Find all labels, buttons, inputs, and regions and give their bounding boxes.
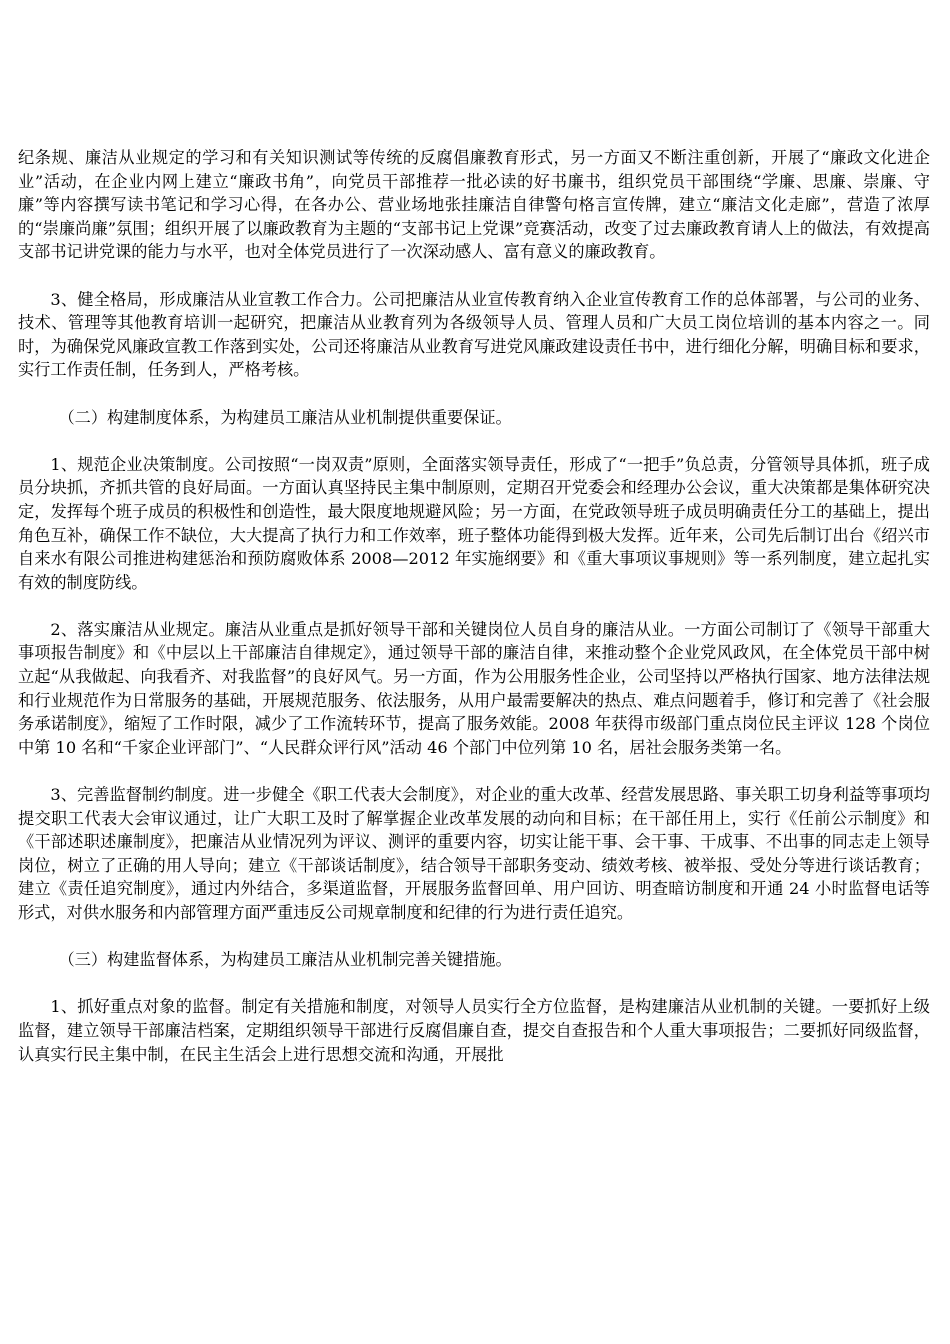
paragraph-section-3-pattern: 3、健全格局，形成廉洁从业宣教工作合力。公司把廉洁从业宣传教育纳入企业宣传教育工作的总体部署，与公司的业务、技术、管理等其他教育培训一起研究，把廉洁从业教育列为各级领导人员、管理人员和广大员工岗位培训的基本内容之一。同时，为确保党风廉政宣教工作落到实处，公司还将廉洁从业教育写进党风廉政建设责任书中，进行细化分解，明确目标和要求，实行工作责任制，任务到人，严格考核。 <box>18 289 930 380</box>
heading-section-two: （二）构建制度体系，为构建员工廉洁从业机制提供重要保证。 <box>58 407 512 427</box>
paragraph-anti-corruption-education: 纪条规、廉洁从业规定的学习和有关知识测试等传统的反腐倡廉教育形式，另一方面又不断注重创新，开展了“廉政文化进企业”活动，在企业内网上建立“廉政书角”，向党员干部推荐一批必读的好书廉书，组织党员干部围绕“学廉、思廉、崇廉、守廉”等内容撰写读书笔记和学习心得，在各办公、营业场地张挂廉洁自律警句格言宣传牌，建立“廉洁文化走廊”，营造了浓厚的“崇廉尚廉”氛围；组织开展了以廉政教育为主题的“支部书记上党课”竞赛活动，改变了过去廉政教育请人上的做法，有效提高支部书记讲党课的能力与水平，也对全体党员进行了一次深动感人、富有意义的廉政教育。 <box>18 148 930 262</box>
heading-section-three: （三）构建监督体系，为构建员工廉洁从业机制完善关键措施。 <box>58 950 512 970</box>
paragraph-key-target-supervision: 1、抓好重点对象的监督。制定有关措施和制度，对领导人员实行全方位监督，是构建廉洁从业机制的关键。一要抓好上级监督，建立领导干部廉洁档案，定期组织领导干部进行反腐倡廉自查，提交自查报告和个人重大事项报告；二要抓好同级监督，认真实行民主集中制，在民主生活会上进行思想交流和沟通，开展批 <box>18 997 930 1064</box>
paragraph-supervision-system: 3、完善监督制约制度。进一步健全《职工代表大会制度》，对企业的重大改革、经营发展思路、事关职工切身利益等事项均提交职工代表大会审议通过，让广大职工及时了解掌握企业改革发展的动向和目标；在干部任用上，实行《任前公示制度》和《干部述职述廉制度》，把廉洁从业情况列为评议、测评的重要内容，切实让能干事、会干事、干成事、不出事的同志走上领导岗位，树立了正确的用人导向；建立《干部谈话制度》，结合领导干部职务变动、绩效考核、被举报、受处分等进行谈话教育；建立《责任追究制度》，通过内外结合，多渠道监督，开展服务监督回单、用户回访、明查暗访制度和开通 24 小时监督电话等形式，对供水服务和内部管理方面严重违反公司规章制度和纪律的行为进行责任追究。 <box>18 785 930 922</box>
paragraph-decision-system: 1、规范企业决策制度。公司按照“一岗双责”原则，全面落实领导责任，形成了“一把手”负总责，分管领导具体抓，班子成员分块抓，齐抓共管的良好局面。一方面认真坚持民主集中制原则，定期召开党委会和经理办公会议，重大决策都是集体研究决定，发挥每个班子成员的积极性和创造性，最大限度地规避风险；另一方面，在党政领导班子成员明确责任分工的基础上，提出角色互补，确保工作不缺位，大大提高了执行力和工作效率，班子整体功能得到极大发挥。近年来，公司先后制订出台《绍兴市自来水有限公司推进构建惩治和预防腐败体系 2008—2012 年实施纲要》和《重大事项议事规则》等一系列制度，建立起扎实有效的制度防线。 <box>18 454 930 592</box>
paragraph-integrity-rules: 2、落实廉洁从业规定。廉洁从业重点是抓好领导干部和关键岗位人员自身的廉洁从业。一方面公司制订了《领导干部重大事项报告制度》和《中层以上干部廉洁自律规定》，通过领导干部的廉洁自律，来推动整个企业党风政风，在全体党员干部中树立起“从我做起、向我看齐、对我监督”的良好风气。另一方面，作为公用服务性企业，公司坚持以严格执行国家、地方法律法规和行业规范作为日常服务的基础，开展规范服务、依法服务，从用户最需要解决的热点、难点问题着手，修订和完善了《社会服务承诺制度》，缩短了工作时限，减少了工作流转环节，提高了服务效能。2008 年获得市级部门重点岗位民主评议 128 个岗位中第 10 名和“千家企业评部门”、“人民群众评行风”活动 46 个部门中位列第 10 名，居社会服务类第一名。 <box>18 619 930 757</box>
document-body <box>18 146 930 1090</box>
